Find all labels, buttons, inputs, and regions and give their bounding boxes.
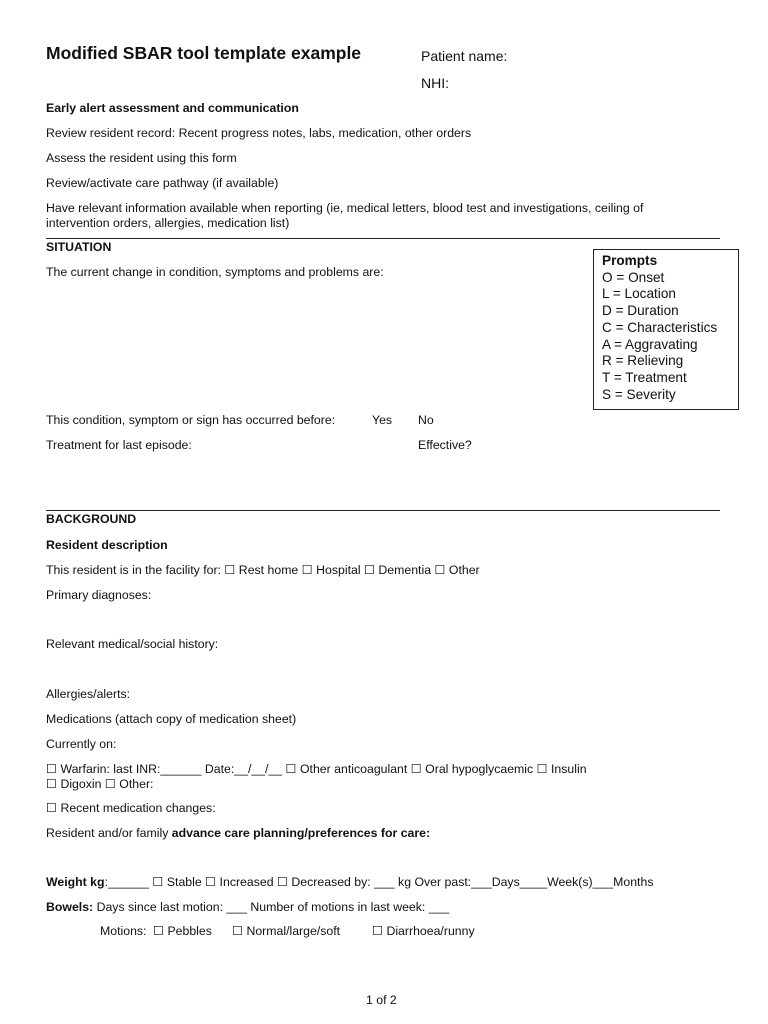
facility-checkbox-line[interactable]: This resident is in the facility for: ☐ Rest home ☐ Hospital ☐ Dementia ☐ Other: [46, 563, 480, 577]
bowels-line[interactable]: [46, 900, 449, 915]
no-option[interactable]: No: [418, 413, 434, 427]
resident-description-heading: Resident description: [46, 538, 168, 552]
early-alert-item: Have relevant information available when reporting (ie, medical letters, blood test and investigations, ceiling of: [46, 201, 644, 215]
weight-line[interactable]: [46, 875, 653, 890]
currently-on-label: Currently on:: [46, 737, 117, 751]
primary-diagnoses-label: Primary diagnoses:: [46, 588, 152, 602]
motions-normal-checkbox[interactable]: ☐ Normal/large/soft: [232, 924, 341, 938]
bowels-fields[interactable]: Days since last motion: ___ Number of motions in last week: ___: [93, 900, 450, 914]
prompt-item: A = Aggravating: [602, 336, 698, 352]
prompts-heading: Prompts: [602, 253, 658, 268]
section-divider: [46, 238, 720, 239]
early-alert-item-continued: intervention orders, allergies, medication list): [46, 216, 290, 230]
yes-option[interactable]: Yes: [372, 413, 393, 427]
early-alert-item: Assess the resident using this form: [46, 151, 237, 165]
acp-bold-label: advance care planning/preferences for care:: [171, 826, 431, 840]
acp-prefix: Resident and/or family: [46, 826, 172, 840]
prompt-item: T = Treatment: [602, 369, 687, 385]
nhi-label: NHI:: [421, 75, 449, 91]
section-divider: [46, 510, 720, 511]
background-heading: BACKGROUND: [46, 512, 137, 526]
prompt-item: O = Onset: [602, 269, 665, 285]
allergies-label: Allergies/alerts:: [46, 687, 131, 701]
early-alert-item: Review resident record: Recent progress notes, labs, medication, other orders: [46, 126, 472, 140]
history-label: Relevant medical/social history:: [46, 637, 219, 651]
occurred-before-label: This condition, symptom or sign has occurred before:: [46, 413, 336, 427]
medication-checkbox-line-2[interactable]: ☐ Digoxin ☐ Other:: [46, 777, 154, 791]
motions-label: Motions:: [100, 924, 147, 938]
situation-heading: SITUATION: [46, 240, 112, 254]
early-alert-heading: Early alert assessment and communication: [46, 101, 299, 115]
prompt-item: L = Location: [602, 286, 676, 302]
treatment-last-label: Treatment for last episode:: [46, 438, 192, 452]
prompt-item: R = Relieving: [602, 353, 684, 369]
weight-fields[interactable]: :______ ☐ Stable ☐ Increased ☐ Decreased by: ___ kg Over past:___Days____Week(s)___Months: [104, 875, 654, 889]
medication-checkbox-line[interactable]: ☐ Warfarin: last INR:______ Date:__/__/__ ☐ Other anticoagulant ☐ Oral hypoglycaemic ☐ Insulin: [46, 762, 587, 776]
prompts-box: [593, 249, 739, 410]
medications-label: Medications (attach copy of medication sheet): [46, 712, 297, 726]
early-alert-item: Review/activate care pathway (if available): [46, 176, 279, 190]
prompt-item: D = Duration: [602, 303, 679, 319]
page-title: Modified SBAR tool template example: [46, 43, 362, 63]
recent-changes-checkbox[interactable]: ☐ Recent medication changes:: [46, 801, 216, 815]
weight-label: Weight kg: [46, 875, 105, 889]
prompt-item: S = Severity: [602, 386, 676, 402]
patient-name-label: Patient name:: [421, 48, 508, 64]
current-change-label: The current change in condition, symptoms and problems are:: [46, 265, 384, 279]
motions-diarrhoea-checkbox[interactable]: ☐ Diarrhoea/runny: [372, 924, 475, 938]
motions-pebbles-checkbox[interactable]: ☐ Pebbles: [153, 924, 212, 938]
effective-label: Effective?: [418, 438, 472, 452]
acp-line: [46, 826, 430, 841]
bowels-label: Bowels:: [46, 900, 94, 914]
page-number: 1 of 2: [366, 993, 397, 1007]
prompt-item: C = Characteristics: [602, 319, 718, 335]
